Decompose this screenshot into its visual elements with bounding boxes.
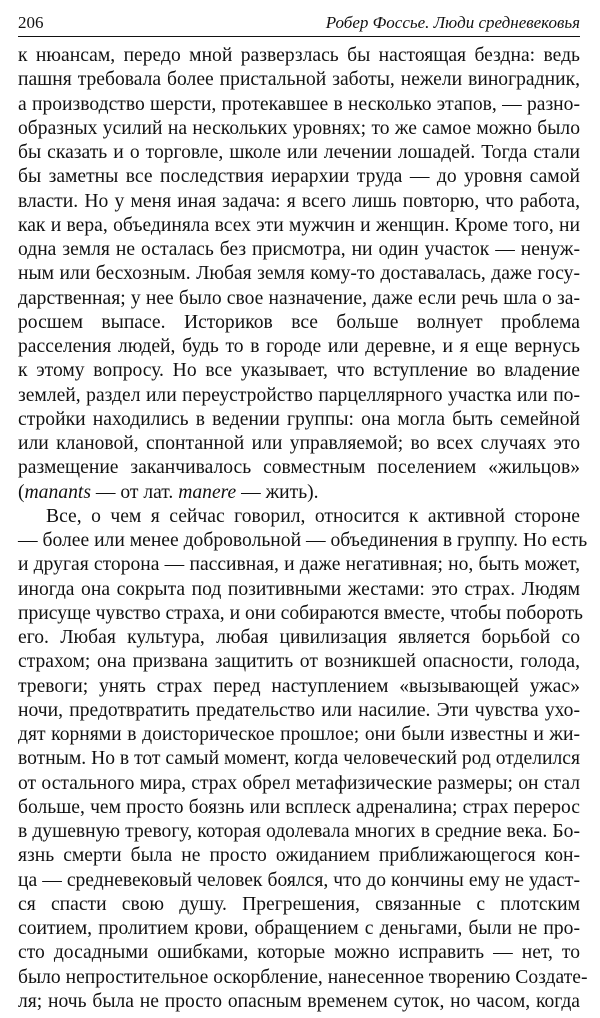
text-line: его. Любая культура, любая цивилизация является борьбой со: [18, 627, 580, 648]
text-line: от остального мира, страх обрел метафизические размеры; он стал: [18, 772, 580, 794]
text-line: стройки находились в ведении группы: она могла быть семейной: [18, 408, 580, 430]
text-line: вотным. Но в тот самый момент, когда человеческий род отделился: [18, 748, 580, 770]
text-line: бы заметны все последствия иерархии труда — до уровня самой: [18, 166, 580, 188]
closing-end: — жить).: [236, 481, 319, 503]
text-line: ным или бесхозным. Любая земля кому-то доставалась, даже госу-: [18, 263, 580, 285]
text-line: к нюансам, передо мной разверзлась бы настоящая бездна: ведь: [18, 45, 580, 66]
text-line: а производство шерсти, протекавшее в несколько этапов, — разно-: [18, 93, 580, 115]
text-line: дарственная; у нее было свое назначение, даже если речь шла о за-: [18, 287, 580, 309]
text-line: власти. Но у меня иная задача: я всего лишь повторю, что работа,: [18, 190, 580, 212]
paragraph-1: [18, 44, 580, 505]
text-line: как и вера, объединяла всех эти мужчин и женщин. Кроме того, ни: [18, 214, 580, 236]
text-line: ся спасти свою душу. Прегрешения, связанные с плотским: [18, 893, 580, 915]
paragraph-closing-line: [18, 481, 580, 505]
text-line: дят корнями в доисторическое прошлое; они были известны и жи-: [18, 724, 580, 745]
text-line: ля; ночь была не просто опасным временем суток, но часом, когда: [18, 990, 580, 1012]
text-line: образных усилий на нескольких уровнях; то же самое можно было: [18, 117, 580, 139]
text-line: бы сказать и о торговле, школе или лечении лошадей. Тогда стали: [18, 142, 580, 163]
body-text: [18, 44, 588, 1014]
text-line: к этому вопросу. Но все указывает, что вступление во владение: [18, 360, 580, 382]
text-line: одна земля не осталась без присмотра, ни один участок — ненуж-: [18, 239, 580, 260]
term-manere: manere: [178, 481, 237, 503]
text-line: росшем выпасе. Историков все больше волнует проблема: [18, 311, 580, 333]
text-line: землей, раздел или переустройство парцеллярного участка или по-: [18, 384, 580, 406]
text-line: язнь смерти была не просто ожиданием приближающегося кон-: [18, 845, 580, 867]
text-line: — более или менее добровольной — объединения в группу. Но есть: [18, 530, 588, 551]
text-line: Все, о чем я сейчас говорил, относится к активной стороне: [46, 505, 580, 527]
text-line: ца — средневековый человек боялся, что до кончины ему не удаст-: [18, 869, 580, 891]
text-line: больше, чем просто боязнь или всплеск адреналина; страх перерос: [18, 796, 580, 818]
closing-mid: — от лат.: [90, 481, 179, 503]
text-line: расселения людей, будь то в городе или деревне, и я еще вернусь: [18, 336, 580, 357]
header-rule: [18, 36, 580, 37]
text-line: пашня требовала более пристальной заботы, нежели виноградник,: [18, 69, 580, 91]
term-manants: manants: [24, 481, 91, 503]
text-line: соитием, пролитием крови, обращением с деньгами, были не про-: [18, 918, 580, 939]
text-line: или клановой, спонтанной или управляемой; во всех случаях это: [18, 433, 580, 454]
running-title: Робер Фоссье. Люди средневековья: [325, 13, 580, 32]
text-line: сто досадными ошибками, которые можно исправить — нет, то: [18, 942, 580, 964]
paragraph-2: [18, 505, 588, 1014]
text-line: размещение заканчивалось совместным поселением «жильцов»: [18, 457, 580, 479]
text-line: тревоги; унять страх перед наступлением «вызывающей ужас»: [18, 675, 580, 697]
text-line: ночи, предотвратить предательство или насилие. Эти чувства ухо-: [18, 699, 580, 721]
text-line: присуще чувство страха, и они собираются вместе, чтобы побороть: [18, 602, 583, 624]
text-line: было непростительное оскорбление, нанесенное творению Создате-: [18, 966, 588, 988]
text-line: иногда она сокрыта под позитивными жестами: это страх. Людям: [18, 578, 580, 600]
text-line: и другая сторона — пассивная, и даже негативная; но, быть может,: [18, 554, 580, 576]
open-paren: (: [18, 481, 25, 503]
text-line: в душевную тревогу, которая одолевала многих в средние века. Бо-: [18, 821, 580, 842]
page-header: [18, 6, 580, 34]
page-number: 206: [18, 13, 44, 32]
text-line: страхом; она призвана защитить от возникшей опасности, голода,: [18, 651, 580, 673]
